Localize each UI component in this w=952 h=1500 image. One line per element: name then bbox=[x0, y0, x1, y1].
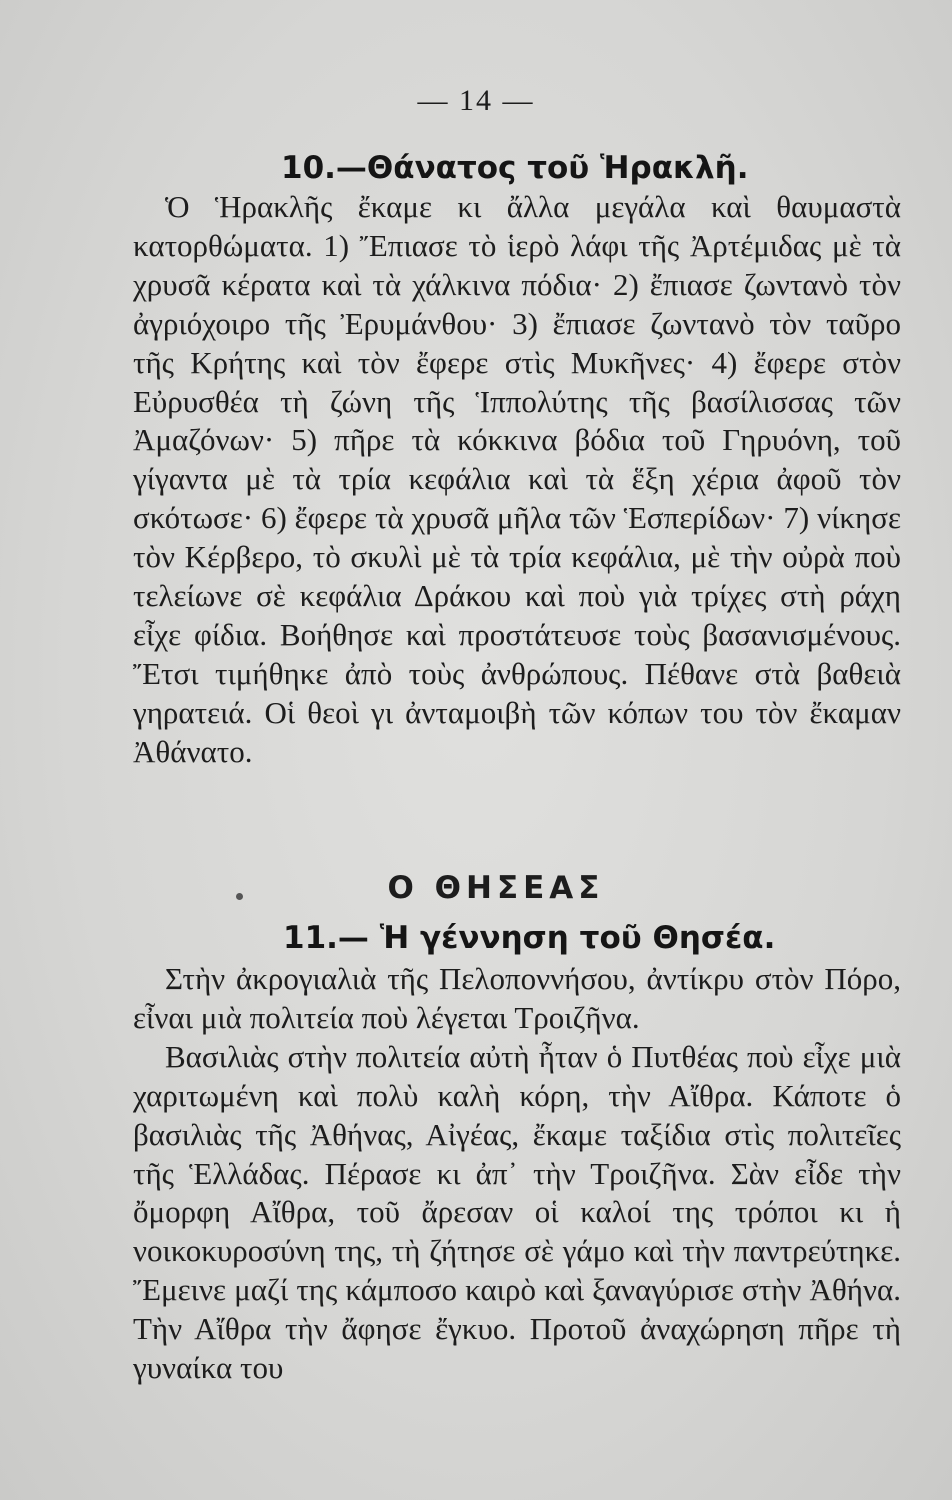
section-title: Ο ΘΗΣΕΑΣ bbox=[387, 870, 605, 906]
chapter-11-paragraph-1: Στὴν ἀκρογιαλιὰ τῆς Πελοποννήσου, ἀντίκρυ στὸν Πόρο, εἶναι μιὰ πολιτεία ποὺ λέγεται Τροιζῆνα. bbox=[133, 961, 901, 1035]
chapter-11-paragraph-2: Βασιλιὰς στὴν πολιτεία αὐτὴ ἦταν ὁ Πυτθέας ποὺ εἶχε μιὰ χαριτωμένη καὶ πολὺ καλὴ κόρη, τὴν Αἴθρα. Κάποτε ὁ βασιλιὰς τῆς Ἀθήνας, Αἰγέας, ἔκαμε ταξίδια στὶς πολιτεῖες τῆς Ἑλλάδας. Πέρασε κι ἀπ᾽ τὴν Τροιζῆνα. Σὰν εἶδε τὴν ὄμορφη Αἴθρα, τοῦ ἄρεσαν οἱ καλοί της τρόποι κι ἡ νοικοκυροσύνη της, τὴ ζήτησε σὲ γάμο καὶ τὴν παντρεύτηκε. Ἔμεινε μαζί της κάμποσο καιρὸ καὶ ξαναγύρισε στὴν Ἀθήνα. Τὴν Αἴθρα τὴν ἄφησε ἔγκυο. Προτοῦ ἀναχώρηση πῆρε τὴ γυναίκα του bbox=[133, 1038, 901, 1386]
chapter-10 bbox=[133, 150, 901, 772]
chapter-11 bbox=[133, 920, 901, 1388]
ink-speck bbox=[236, 893, 243, 900]
chapter-11-heading: 11.— Ἡ γέννηση τοῦ Θησέα. bbox=[283, 920, 776, 956]
page-number: — 14 — bbox=[417, 84, 535, 117]
chapter-10-heading: 10.—Θάνατος τοῦ Ἡρακλῆ. bbox=[281, 150, 749, 186]
chapter-10-text: Ὁ Ἡρακλῆς ἔκαμε κι ἄλλα μεγάλα καὶ θαυμαστὰ κατορθώματα. 1) Ἔπιασε τὸ ἱερὸ λάφι τῆς Ἀρτέμιδας μὲ τὰ χρυσᾶ κέρατα καὶ τὰ χάλκινα πόδια· 2) ἔπιασε ζωντανὸ τὸν ἀγριόχοιρο τῆς Ἐρυμάνθου· 3) ἔπιασε ζωντανὸ τὸν ταῦρο τῆς Κρήτης καὶ τὸν ἔφερε στὶς Μυκῆνες· 4) ἔφερε στὸν Εὐρυσθέα τὴ ζώνη τῆς Ἱππολύτης τῆς βασίλισσας τῶν Ἀμαζόνων· 5) πῆρε τὰ κόκκινα βόδια τοῦ Γηρυόνη, τοῦ γίγαντα μὲ τὰ τρία κεφάλια καὶ τὰ ἕξη χέρια ἀφοῦ τὸν σκότωσε· 6) ἔφερε τὰ χρυσᾶ μῆλα τῶν Ἑσπερίδων· 7) νίκησε τὸν Κέρβερο, τὸ σκυλὶ μὲ τὰ τρία κεφάλια, μὲ τὴν οὐρὰ ποὺ τελείωνε σὲ κεφάλια Δράκου καὶ ποὺ γιὰ τρίχες στὴ ράχη εἶχε φίδια. Βοήθησε καὶ προστάτευσε τοὺς βασανισμένους. Ἔτσι τιμήθηκε ἀπὸ τοὺς ἀνθρώπους. Πέθανε στὰ βαθειὰ γηρατειά. Οἱ θεοὶ γι ἀνταμοιβὴ τῶν κόπων του τὸν ἔκαμαν Ἀθάνατο. bbox=[133, 189, 901, 769]
